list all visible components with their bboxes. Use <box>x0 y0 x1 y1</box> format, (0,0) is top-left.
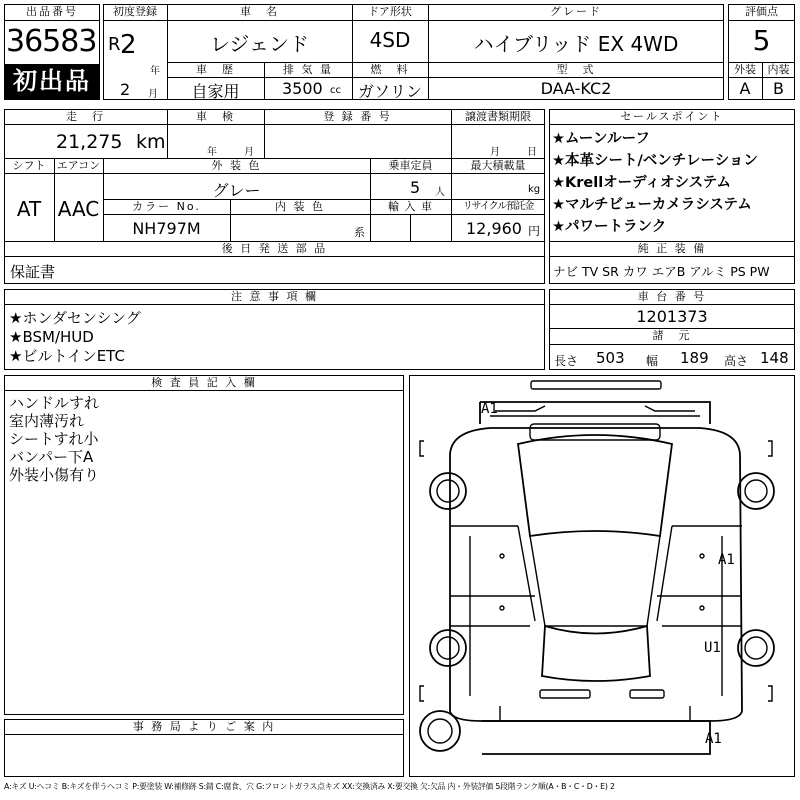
fuel-label: 燃 料 <box>370 63 410 76</box>
length-label: 長さ <box>554 354 579 368</box>
mileage-unit: km <box>136 131 166 153</box>
car-diagram <box>409 375 795 777</box>
equipment: ナビ TV SR カワ エアB アルミ PS PW <box>553 264 770 279</box>
inspector-item: バンパー下A <box>9 448 94 466</box>
chassis-number: 1201373 <box>636 307 708 326</box>
recycle: 12,960 <box>466 219 522 238</box>
height-label: 高さ <box>724 354 749 368</box>
later-parts: 保証書 <box>10 263 56 281</box>
mileage: 21,275 <box>56 131 123 153</box>
reg-number-label: 登 録 番 号 <box>323 110 392 123</box>
damage-mark: U1 <box>704 640 721 656</box>
load-unit: kg <box>528 184 541 195</box>
lot-number: 36583 <box>6 24 97 59</box>
displacement: 3500 <box>282 79 323 98</box>
year-value: 2 <box>120 30 137 60</box>
exterior-label: 外装 <box>734 63 756 76</box>
recycle-unit: 円 <box>528 224 541 238</box>
door: 4SD <box>369 28 411 52</box>
color-no-label: カラー No. <box>132 200 201 213</box>
inspector-label: 検 査 員 記 入 欄 <box>151 376 257 389</box>
fuel: ガソリン <box>357 82 422 101</box>
capacity: 5 <box>410 178 421 197</box>
note-item: ★ホンダセンシング <box>9 309 141 327</box>
color: グレー <box>212 181 261 200</box>
damage-mark: A1 <box>481 401 498 417</box>
inspector-item: 室内薄汚れ <box>9 412 85 430</box>
month-unit: 月 <box>148 89 158 100</box>
recycle-label: リサイクル預託金 <box>462 201 534 212</box>
lot-number-label: 出品番号 <box>26 5 78 18</box>
sales-points-label: セールスポイント <box>620 110 724 123</box>
note-item: ★ビルトインETC <box>9 347 125 365</box>
capacity-label: 乗車定員 <box>388 159 433 172</box>
month-value: 2 <box>120 80 131 99</box>
damage-mark: A1 <box>705 731 722 747</box>
year-unit: 年 <box>150 66 160 77</box>
import-label: 輸 入 車 <box>388 200 433 213</box>
model: DAA-KC2 <box>540 79 612 98</box>
width-label: 幅 <box>646 354 659 368</box>
inspector-item: ハンドルすれ <box>9 394 100 412</box>
mileage-label: 走 行 <box>66 110 105 123</box>
era: R <box>108 34 121 55</box>
aircon: AAC <box>57 197 100 221</box>
color-no: NH797M <box>132 219 201 238</box>
shift-label: シフト <box>12 159 46 172</box>
inspection-label: 車 検 <box>196 110 235 123</box>
displacement-unit: cc <box>330 85 341 96</box>
aircon-label: エアコン <box>56 159 101 172</box>
note-item: ★BSM/HUD <box>9 328 94 346</box>
chassis-label: 車 台 番 号 <box>637 290 707 303</box>
car-name: レジェンド <box>209 32 310 56</box>
office-label: 事 務 局 よ り ご 案 内 <box>132 720 276 733</box>
inspection-month-unit: 月 <box>244 147 254 158</box>
sales-point: ★Krellオーディオシステム <box>552 175 732 191</box>
exterior-score: A <box>739 79 751 98</box>
load-label: 最大積載量 <box>470 159 526 172</box>
sales-points-list <box>552 128 758 238</box>
interior-suffix: 系 <box>354 226 365 239</box>
grade: ハイブリッド EX 4WD <box>473 32 679 56</box>
shift: AT <box>16 197 42 221</box>
sales-point: ★ムーンルーフ <box>552 131 650 147</box>
sales-point: ★マルチビューカメラシステム <box>552 197 752 213</box>
grade-label: グレード <box>550 5 602 18</box>
damage-mark: A1 <box>718 552 735 568</box>
later-parts-label: 後 日 発 送 部 品 <box>221 242 328 255</box>
model-label: 型 式 <box>556 63 596 76</box>
first-listing-text: 初出品 <box>13 67 91 95</box>
sales-point: ★パワートランク <box>552 219 667 235</box>
interior-label: 内装 <box>767 63 790 76</box>
interior-color-label: 内 装 色 <box>275 200 325 213</box>
equipment-label: 純 正 装 備 <box>637 242 707 255</box>
score-label: 評価点 <box>745 5 778 18</box>
car-name-label: 車 名 <box>240 5 279 18</box>
width: 189 <box>680 349 709 367</box>
length: 503 <box>596 349 625 367</box>
notes-list <box>9 309 141 366</box>
sales-point: ★本革シート/ベンチレーション <box>552 153 758 169</box>
door-label: ドア形状 <box>368 5 412 18</box>
transfer-month-unit: 月 <box>490 147 500 158</box>
transfer-day-unit: 日 <box>527 147 537 158</box>
color-label: 外 装 色 <box>211 159 262 172</box>
inspector-list <box>9 394 99 484</box>
height: 148 <box>760 349 789 367</box>
interior-score: B <box>773 79 784 98</box>
transfer-deadline-label: 譲渡書類期限 <box>465 110 531 123</box>
first-reg-label: 初度登録 <box>113 5 157 18</box>
capacity-unit: 人 <box>435 187 445 198</box>
legend: A:キズ U:ヘコミ B:キズを伴うヘコミ P:要塗装 W:補修跡 S:錆 C:腐食、穴 G:フロントガラス点キズ XX:交換済み X:要交換 欠:欠品 内・外装評価 5段階ランク順(A・B・C・D・E) 2 <box>4 782 615 791</box>
score: 5 <box>752 24 771 57</box>
notes-label: 注 意 事 項 欄 <box>231 290 318 303</box>
displacement-label: 排 気 量 <box>283 63 333 76</box>
inspector-item: 外装小傷有り <box>9 466 100 484</box>
inspector-item: シートすれ小 <box>9 430 99 448</box>
history: 自家用 <box>191 82 240 101</box>
inspection-year-unit: 年 <box>207 147 217 158</box>
dimensions-label: 諸 元 <box>652 329 692 342</box>
history-label: 車 歴 <box>196 63 235 76</box>
